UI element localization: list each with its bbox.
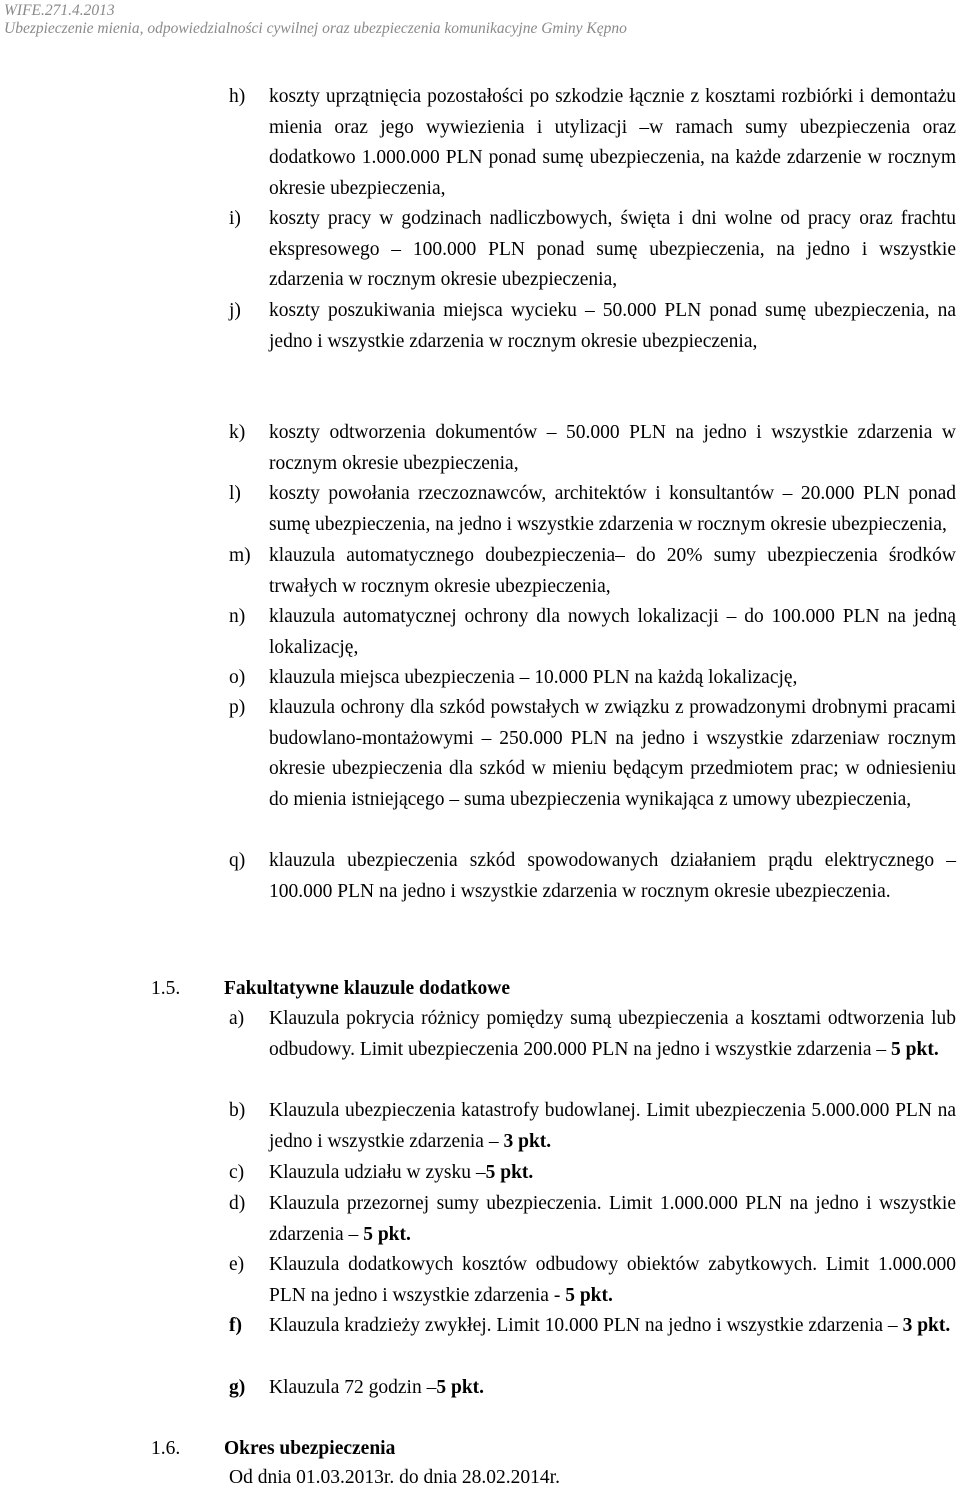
list-item-q [229,846,956,907]
clause-a [229,1004,956,1065]
section-title: Okres ubezpieczenia [224,1438,396,1459]
list-item-label: i) [229,208,241,229]
clause-c [229,1158,956,1189]
clause-label: c) [229,1162,245,1183]
clause-e [229,1250,956,1311]
list-item-label: q) [229,850,246,871]
clause-label: b) [229,1100,246,1121]
clause-label: f) [229,1315,242,1336]
document-id: WIFE.271.4.2013 [4,2,115,19]
clause-label: e) [229,1254,245,1275]
list-item-label: l) [229,483,241,504]
section-number: 1.5. [151,978,181,999]
list-item-text: klauzula automatycznej ochrony dla nowych lokalizacji – do 100.000 PLN na jedną lokalizację, [269,606,956,658]
list-item-h [229,82,956,204]
list-item-o [229,663,956,694]
clause-text: Klauzula dodatkowych kosztów odbudowy obiektów zabytkowych. Limit 1.000.000 PLN na jedno i wszystkie zdarzenia - 5 pkt. [269,1254,956,1306]
clause-points: 5 pkt. [436,1377,485,1398]
section-title: Fakultatywne klauzule dodatkowe [224,978,511,999]
list-item-text: klauzula ubezpieczenia szkód spowodowanych działaniem prądu elektrycznego – 100.000 PLN na jedno i wszystkie zdarzenia w rocznym okresie ubezpieczenia. [269,850,956,902]
list-item-text: koszty pracy w godzinach nadliczbowych, święta i dni wolne od pracy oraz frachtu ekspresowego – 100.000 PLN ponad sumę ubezpieczenia, na jedno i wszystkie zdarzenia w rocznym okresie ubezpieczenia, [269,208,956,291]
clause-label: a) [229,1008,245,1029]
list-item-label: m) [229,545,251,566]
clause-b [229,1096,956,1157]
list-item-label: j) [229,300,241,321]
list-item-m [229,541,956,602]
clause-points: 5 pkt. [485,1162,534,1183]
list-item-n [229,602,956,663]
insurance-period: Od dnia 01.03.2013r. do dnia 28.02.2014r. [229,1467,560,1488]
list-item-text: koszty uprzątnięcia pozostałości po szkodzie łącznie z kosztami rozbiórki i demontażu mienia oraz jego wywiezienia i utylizacji –w ramach sumy ubezpieczenia oraz dodatkowo 1.000.000 PLN ponad sumę ubezpieczenia, na każde zdarzenie w rocznym okresie ubezpieczenia, [269,86,956,199]
clause-points: 3 pkt. [503,1130,552,1152]
clause-text: Klauzula 72 godzin –5 pkt. [269,1377,485,1398]
clause-label: g) [229,1377,246,1398]
clause-text: Klauzula przezornej sumy ubezpieczenia. Limit 1.000.000 PLN na jedno i wszystkie zdarzenia – 5 pkt. [269,1193,956,1245]
clause-text: Klauzula pokrycia różnicy pomiędzy sumą ubezpieczenia a kosztami odtworzenia lub odbudowy. Limit ubezpieczenia 200.000 PLN na jedno i wszystkie zdarzenia – 5 pkt. [269,1008,956,1060]
list-item-p [229,693,956,815]
list-item-label: k) [229,422,246,443]
clause-points: 5 pkt. [363,1223,411,1245]
list-item-label: n) [229,606,246,627]
clause-g [229,1373,956,1404]
list-item-text: klauzula miejsca ubezpieczenia – 10.000 PLN na każdą lokalizację, [269,667,798,688]
section-number: 1.6. [151,1438,181,1459]
clause-points: 5 pkt. [565,1284,613,1306]
list-item-j [229,296,956,357]
clause-points: 3 pkt. [902,1315,951,1336]
list-item-text: klauzula ochrony dla szkód powstałych w związku z prowadzonymi drobnymi pracami budowlano-montażowymi – 250.000 PLN na jedno i wszystkie zdarzeniaw rocznym okresie ubezpieczenia dla szkód w mieniu będącym przedmiotem prac; w odniesieniu do mienia istniejącego – suma ubezpieczenia wynikająca z umowy ubezpieczenia, [269,697,956,810]
clause-text: Klauzula ubezpieczenia katastrofy budowlanej. Limit ubezpieczenia 5.000.000 PLN na jedno i wszystkie zdarzenia – 3 pkt. [269,1100,956,1152]
list-item-i [229,204,956,296]
page-header [0,0,960,42]
list-item-text: koszty poszukiwania miejsca wycieku – 50.000 PLN ponad sumę ubezpieczenia, na jedno i wszystkie zdarzenia w rocznym okresie ubezpieczenia, [269,300,956,352]
list-item-l [229,479,956,540]
list-item-label: h) [229,86,246,107]
list-item-text: klauzula automatycznego doubezpieczenia– do 20% sumy ubezpieczenia środków trwałych w rocznym okresie ubezpieczenia, [269,545,956,597]
list-item-label: p) [229,697,246,718]
clause-text: Klauzula udziału w zysku –5 pkt. [269,1162,534,1183]
document-title: Ubezpieczenie mienia, odpowiedzialności cywilnej oraz ubezpieczenia komunikacyjne Gminy Kępno [4,20,627,37]
list-item-label: o) [229,667,246,688]
clause-points: 5 pkt. [891,1038,939,1060]
clause-text: Klauzula kradzieży zwykłej. Limit 10.000 PLN na jedno i wszystkie zdarzenia – 3 pkt. [269,1315,951,1336]
clause-d [229,1189,956,1250]
list-item-text: koszty odtworzenia dokumentów – 50.000 PLN na jedno i wszystkie zdarzenia w rocznym okresie ubezpieczenia, [269,422,956,474]
clause-f [229,1311,956,1342]
list-item-k [229,418,956,479]
list-item-text: koszty powołania rzeczoznawców, architektów i konsultantów – 20.000 PLN ponad sumę ubezpieczenia, na jedno i wszystkie zdarzenia w rocznym okresie ubezpieczenia, [269,483,956,535]
clause-label: d) [229,1193,246,1214]
